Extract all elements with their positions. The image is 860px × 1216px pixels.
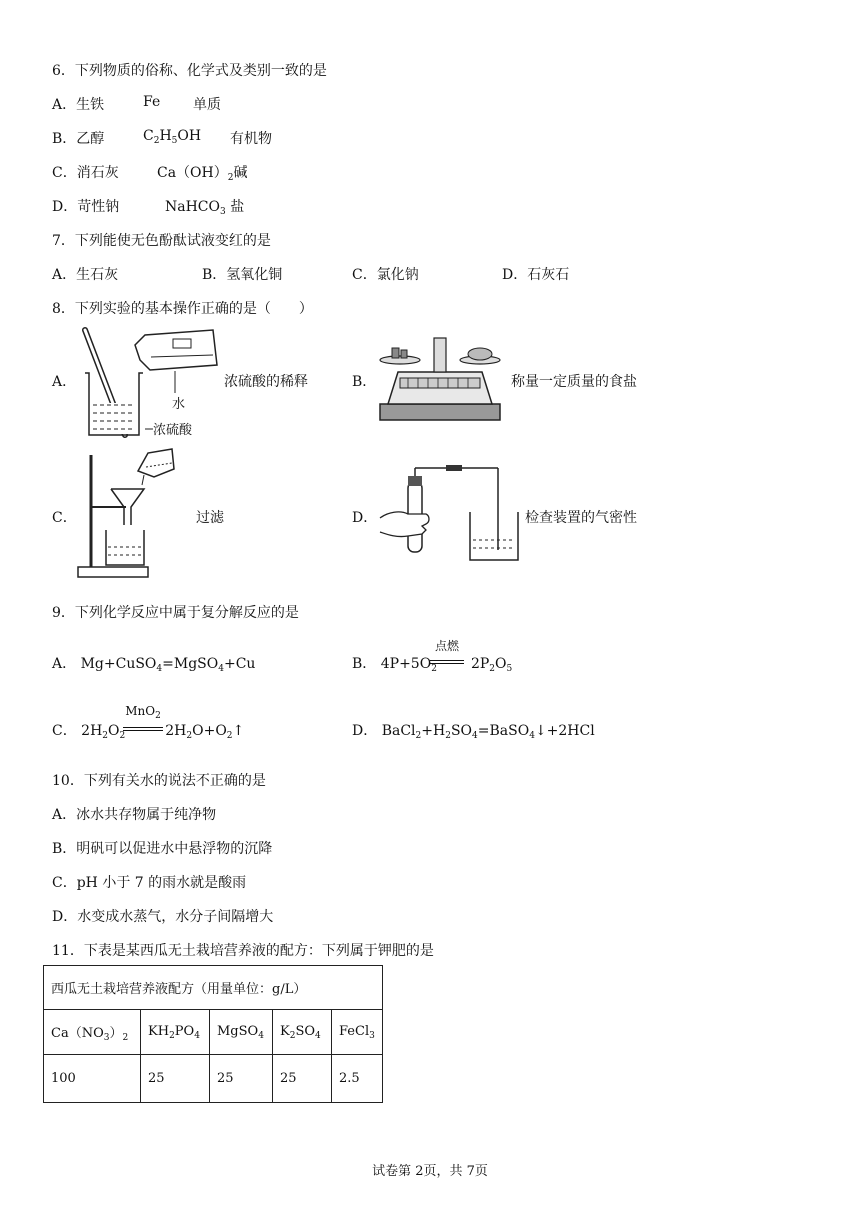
table-title: 西瓜无土栽培营养液配方（用量单位：g/L） — [44, 966, 383, 1010]
acid-label: 浓硫酸 — [153, 423, 193, 438]
q7-option-b: B．氢氧化铜 — [202, 267, 283, 283]
q8-option-a-label: 浓硫酸的稀释 — [224, 374, 308, 390]
acid-dilution-figure — [75, 325, 225, 440]
header-cell: FeCl$_3$ — [332, 1010, 383, 1055]
q8-option-c-label: 过滤 — [196, 510, 224, 526]
q6-option-d: D．苛性钠 NaHCO$_3$ 盐 — [52, 199, 245, 217]
q7-option-c: C．氯化钠 — [352, 267, 419, 283]
q8-option-a-letter: A． — [52, 374, 77, 390]
q10-option-d: D．水变成水蒸气，水分子间隔增大 — [52, 909, 274, 925]
q9-option-a: A． Mg+CuSO$_4$=MgSO$_4$+Cu — [52, 656, 256, 674]
q9-option-d: D． $BaCl_2+H_2SO_4=BaSO_4↓+2HCl$ — [352, 723, 595, 741]
value-cell: 100 — [44, 1055, 141, 1103]
q9-c-equals — [123, 727, 163, 731]
q8-option-d-label: 检查装置的气密性 — [525, 510, 637, 526]
q6-stem: 6．下列物质的俗称、化学式及类别一致的是 — [52, 63, 327, 79]
value-cell: 25 — [210, 1055, 273, 1103]
balance-figure — [378, 330, 503, 422]
q6-option-c: C．消石灰 $Ca(OH)_2$碱 — [52, 165, 248, 183]
q10-stem: 10．下列有关水的说法不正确的是 — [52, 773, 266, 789]
q7-option-a: A．生石灰 — [52, 267, 119, 283]
q8-option-c-letter: C． — [52, 510, 77, 526]
q11-stem: 11．下表是某西瓜无土栽培营养液的配方：下列属于钾肥的是 — [52, 943, 434, 959]
q6-option-a: A．生铁 Fe 单质 — [52, 94, 221, 113]
filtration-figure — [76, 445, 176, 580]
q9-option-b: B． $4P+5O_2$ $2P_2O_5$ — [352, 656, 513, 674]
q6-option-b: B．乙醇 $C_2H_5OH$ 有机物 — [52, 128, 272, 147]
header-cell: $Ca(NO_3)_2$ — [44, 1010, 141, 1055]
q10-option-c: C．pH 小于 7 的雨水就是酸雨 — [52, 875, 247, 891]
value-cell: 25 — [141, 1055, 210, 1103]
q9-c-condition: MnO$_2$ — [125, 704, 161, 721]
q9-b-equals — [430, 660, 464, 664]
q10-option-b: B．明矾可以促进水中悬浮物的沉降 — [52, 841, 273, 857]
value-cell: 25 — [273, 1055, 332, 1103]
header-cell: MgSO$_4$ — [210, 1010, 273, 1055]
q8-option-b-letter: B． — [352, 374, 377, 390]
q9-b-condition: 点燃 — [434, 639, 459, 653]
nutrient-table — [43, 965, 383, 1103]
q8-option-b-label: 称量一定质量的食盐 — [511, 374, 637, 390]
value-cell: 2.5 — [332, 1055, 383, 1103]
q9-option-c: C． $2H_2O_2$ $2H_2O+O_2↑$ — [52, 723, 245, 741]
q8-stem: 8．下列实验的基本操作正确的是（ ） — [52, 301, 313, 317]
airtightness-figure — [378, 462, 523, 564]
q7-option-d: D．石灰石 — [502, 267, 570, 283]
q8-option-d-letter: D． — [352, 510, 378, 526]
q9-stem: 9．下列化学反应中属于复分解反应的是 — [52, 605, 299, 621]
page-footer: 试卷第 2页，共 7页 — [372, 1164, 488, 1179]
q7-stem: 7．下列能使无色酚酞试液变红的是 — [52, 233, 271, 249]
q10-option-a: A．冰水共存物属于纯净物 — [52, 807, 217, 823]
header-cell: $KH_2PO_4$ — [141, 1010, 210, 1055]
header-cell: $K_2SO_4$ — [273, 1010, 332, 1055]
water-label: 水 — [172, 397, 186, 412]
